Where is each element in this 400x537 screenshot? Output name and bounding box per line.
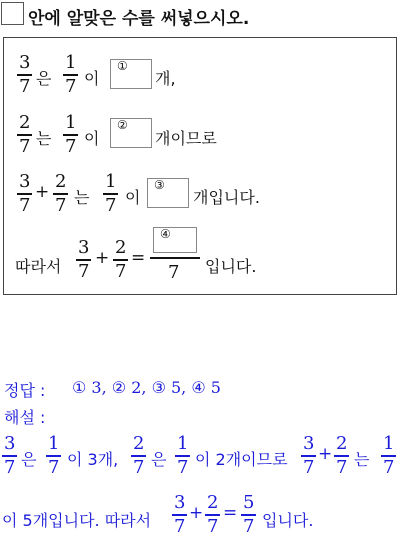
equals-sign: = <box>131 248 146 268</box>
fraction: 2 7 <box>115 237 127 282</box>
answer-blank-square <box>1 2 24 25</box>
text: 개입니다. <box>193 188 260 207</box>
plus-sign: + <box>95 248 110 268</box>
fraction: 3 7 <box>174 492 186 537</box>
text: 입니다. <box>205 257 257 276</box>
equals-sign: = <box>223 503 238 523</box>
answer-values: ① 3, ② 2, ③ 5, ④ 5 <box>72 378 221 397</box>
plus-sign: + <box>35 182 50 202</box>
text: 따라서 <box>15 257 62 276</box>
text: 는 <box>36 129 52 148</box>
plus-sign: + <box>318 444 333 464</box>
answer-box-1[interactable]: ① <box>110 59 152 89</box>
denominator: 7 <box>168 262 180 283</box>
instruction-text: 안에 알맞은 수를 써넣으시오. <box>28 9 250 29</box>
text: 이 2개이므로 <box>195 450 288 469</box>
text: 은 <box>21 450 37 469</box>
text: 개, <box>155 69 176 88</box>
text: 이 <box>84 129 100 148</box>
text: 는 <box>74 188 90 207</box>
fraction: 2 7 <box>133 433 145 478</box>
fraction: 3 7 <box>303 433 315 478</box>
text: 이 5개입니다. 따라서 <box>2 511 152 530</box>
fraction: 1 7 <box>383 433 395 478</box>
answer-box-4[interactable]: ④ <box>153 227 197 253</box>
text: 개이므로 <box>155 129 217 148</box>
text: 이 <box>84 69 100 88</box>
text: 입니다. <box>262 511 314 530</box>
plus-sign: + <box>189 503 204 523</box>
answer-box-2[interactable]: ② <box>110 118 152 148</box>
answer-box-3[interactable]: ③ <box>147 178 189 208</box>
text: 은 <box>151 450 167 469</box>
fraction: 1 7 <box>177 433 189 478</box>
fraction: 1 7 <box>65 52 77 97</box>
fraction: 3 7 <box>19 171 31 216</box>
explanation-label: 해설 : <box>4 408 46 427</box>
text: 은 <box>36 69 52 88</box>
answer-label: 정답 : <box>4 381 46 400</box>
fraction-bar <box>150 257 200 259</box>
fraction: 2 7 <box>55 171 67 216</box>
fraction: 3 7 <box>19 52 31 97</box>
text: 는 <box>354 450 370 469</box>
fraction: 1 7 <box>65 112 77 157</box>
text: 이 <box>125 188 141 207</box>
fraction: 3 7 <box>78 237 90 282</box>
fraction: 1 7 <box>105 171 117 216</box>
fraction: 2 7 <box>207 492 219 537</box>
fraction: 2 7 <box>336 433 348 478</box>
fraction: 2 7 <box>19 112 31 157</box>
fraction: 1 7 <box>48 433 60 478</box>
text: 이 3개, <box>67 450 119 469</box>
fraction: 5 7 <box>243 492 255 537</box>
fraction: 3 7 <box>4 433 16 478</box>
